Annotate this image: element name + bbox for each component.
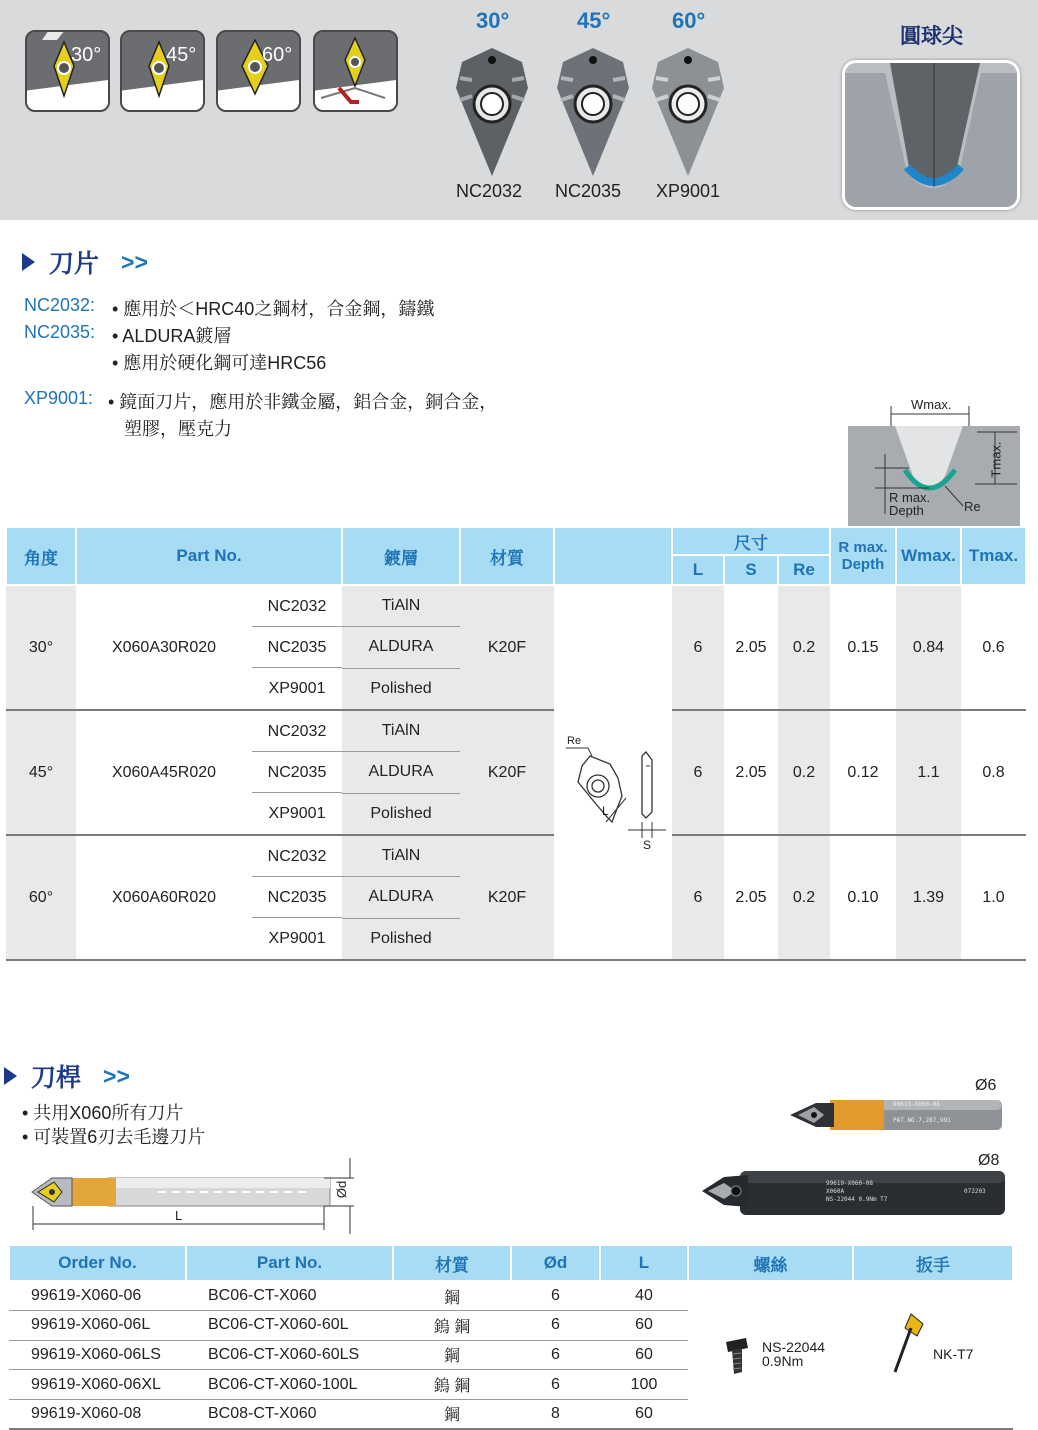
triangle-bullet-icon — [4, 1067, 17, 1085]
holder-d8-mark: X060A — [826, 1188, 845, 1195]
header-material: 材質 — [393, 1245, 511, 1281]
part-no-cell: BC06-CT-X060-100L — [186, 1370, 393, 1400]
order-no-cell: 99619-X060-06 — [9, 1281, 186, 1311]
triangle-bullet-icon — [22, 253, 35, 271]
insert-name-xp9001: XP9001 — [656, 181, 721, 201]
desc-code-nc2035: NC2035: — [24, 322, 96, 342]
grade-cell: NC2035 — [252, 627, 342, 668]
desc-line: • ALDURA鍍層 — [112, 326, 232, 346]
header-part-no: Part No. — [186, 1245, 393, 1281]
holder-d6-mark: 99619-X060-06 — [893, 1101, 940, 1108]
header-s: S — [724, 555, 778, 585]
material-cell: 鋼 — [393, 1399, 511, 1429]
holder-bullet: • 可裝置6刃去毛邊刀片 — [22, 1127, 206, 1147]
mode-tile-label: 60° — [262, 44, 293, 66]
coating-cell: Polished — [342, 668, 460, 710]
od-cell: 8 — [511, 1399, 600, 1429]
part-no-cell — [76, 585, 342, 710]
header-rmax-depth — [830, 527, 896, 585]
material-cell: 鋼 — [393, 1340, 511, 1370]
insert-nc2032-image — [452, 48, 532, 178]
header-size: 尺寸 — [672, 527, 830, 555]
screw-cell — [688, 1281, 853, 1429]
header-l: L — [672, 555, 724, 585]
tmax-cell: 1.0 — [961, 835, 1026, 960]
header-wmax: Wmax. — [896, 527, 961, 585]
grade-cell: NC2035 — [252, 877, 342, 918]
drawing-re-label: Re — [567, 735, 582, 747]
part-no-text: X060A30R020 — [111, 638, 217, 656]
mode-tile-60 — [216, 30, 301, 112]
mode-tile-30 — [25, 30, 110, 112]
ball-tip-title: 圓球尖 — [900, 25, 963, 48]
wrench-name: NK-T7 — [933, 1346, 974, 1362]
part-no-cell — [76, 710, 342, 835]
material-cell: K20F — [460, 710, 554, 835]
screw-torque: 0.9Nm — [762, 1353, 804, 1369]
drawing-s-label: S — [643, 838, 652, 852]
holder-d6-mark: PAT.NO.7,287,991 — [893, 1117, 951, 1124]
angle-cell: 45° — [6, 710, 76, 835]
od-cell: 6 — [511, 1370, 600, 1400]
holder-l-label: L — [175, 1208, 183, 1223]
insert-spec-table — [5, 526, 1027, 961]
desc-code-xp9001: XP9001: — [24, 388, 94, 408]
inserts-title: 刀片 — [49, 250, 100, 278]
part-no-cell: BC08-CT-X060 — [186, 1399, 393, 1429]
mode-tile-label: 45° — [166, 44, 197, 66]
rmax-cell: 0.10 — [830, 835, 896, 960]
insert-angle-45: 45° — [577, 8, 611, 33]
grade-cell: NC2032 — [252, 711, 342, 752]
holder-heading — [4, 1058, 130, 1094]
drawing-l-label: L — [602, 804, 609, 818]
coating-cell: TiAlN — [342, 835, 460, 877]
grade-cell: NC2032 — [252, 586, 342, 627]
l-cell: 100 — [600, 1370, 688, 1400]
wrench-icon — [889, 1312, 925, 1376]
holder-title: 刀桿 — [31, 1064, 82, 1092]
re-cell: 0.2 — [778, 585, 830, 710]
header-od: Ød — [511, 1245, 600, 1281]
holder-d8-image — [700, 1165, 1010, 1225]
wmax-label: Wmax. — [911, 397, 952, 412]
grade-cell: NC2032 — [252, 836, 342, 877]
holder-dimension-drawing — [8, 1154, 358, 1236]
insert-angle-30: 30° — [476, 8, 510, 33]
grade-cell: XP9001 — [268, 805, 326, 822]
coating-cell: ALDURA — [342, 752, 460, 794]
material-cell: 鋼 — [393, 1281, 511, 1311]
insert-name-nc2032: NC2032 — [456, 181, 523, 201]
holder-od-label: Ød — [334, 1180, 350, 1199]
top-banner — [0, 0, 1038, 220]
od-cell: 6 — [511, 1311, 600, 1341]
order-no-cell: 99619-X060-06LS — [9, 1340, 186, 1370]
rmax-label: R max. — [889, 490, 931, 505]
s-cell: 2.05 — [724, 710, 778, 835]
rmax-cell: 0.12 — [830, 710, 896, 835]
coating-cell: ALDURA — [342, 877, 460, 919]
l-cell: 60 — [600, 1340, 688, 1370]
coating-cell: TiAlN — [342, 585, 460, 627]
grade-cell: XP9001 — [268, 680, 326, 697]
rmax-cell: 0.15 — [830, 585, 896, 710]
header-angle: 角度 — [6, 527, 76, 585]
part-no-cell: BC06-CT-X060-60L — [186, 1311, 393, 1341]
angle-cell: 60° — [6, 835, 76, 960]
header-tmax: Tmax. — [961, 527, 1026, 585]
holder-d8-mark: 99619-X060-08 — [826, 1180, 873, 1187]
re-label: Re — [964, 499, 981, 514]
desc-line: • 鏡面刀片，應用於非鐵金屬，鋁合金，銅合金， — [108, 392, 498, 412]
tmax-cell: 0.6 — [961, 585, 1026, 710]
material-cell: 鎢 鋼 — [393, 1370, 511, 1400]
holder-d8-mark: NS-22044 0.9Nm T7 — [826, 1196, 888, 1203]
header-material: 材質 — [460, 527, 554, 585]
holder-d8-label: Ø8 — [978, 1152, 1000, 1169]
header-coating: 鍍層 — [342, 527, 460, 585]
od-cell: 6 — [511, 1281, 600, 1311]
material-cell: K20F — [460, 585, 554, 710]
header-screw: 螺絲 — [688, 1245, 853, 1281]
s-cell: 2.05 — [724, 835, 778, 960]
table-row — [6, 585, 1026, 627]
tmax-cell: 0.8 — [961, 710, 1026, 835]
wmax-cell: 1.1 — [896, 710, 961, 835]
header-part-no: Part No. — [76, 527, 342, 585]
header-re: Re — [778, 555, 830, 585]
part-no-cell: BC06-CT-X060 — [186, 1281, 393, 1311]
desc-line: • 應用於硬化鋼可達HRC56 — [112, 353, 327, 373]
header-order-no: Order No. — [9, 1245, 186, 1281]
coating-cell: TiAlN — [342, 710, 460, 752]
order-no-cell: 99619-X060-06XL — [9, 1370, 186, 1400]
wrench-cell — [853, 1281, 1013, 1429]
holder-bullet: • 共用X060所有刀片 — [22, 1103, 184, 1123]
material-cell: K20F — [460, 835, 554, 960]
table-row — [6, 710, 1026, 752]
angle-cell: 30° — [6, 585, 76, 710]
insert-name-nc2035: NC2035 — [555, 181, 622, 201]
l-cell: 6 — [672, 710, 724, 835]
header-rmax: R max. — [838, 539, 888, 556]
l-cell: 6 — [672, 835, 724, 960]
od-cell: 6 — [511, 1340, 600, 1370]
desc-line: 塑膠，壓克力 — [124, 419, 232, 439]
wmax-cell: 0.84 — [896, 585, 961, 710]
wmax-cell: 1.39 — [896, 835, 961, 960]
s-cell: 2.05 — [724, 585, 778, 710]
desc-line: • 應用於＜HRC40之鋼材，合金鋼，鑄鐵 — [112, 299, 435, 319]
coating-cell: ALDURA — [342, 627, 460, 669]
coating-cell: Polished — [342, 918, 460, 960]
coating-cell: Polished — [342, 793, 460, 835]
holder-spec-table — [8, 1244, 1014, 1430]
mode-tile-45 — [120, 30, 205, 112]
re-cell: 0.2 — [778, 710, 830, 835]
table-row — [9, 1281, 1013, 1311]
grade-cell: XP9001 — [268, 930, 326, 947]
insert-drawing-cell — [554, 585, 672, 960]
insert-angle-60: 60° — [672, 8, 706, 33]
l-cell: 40 — [600, 1281, 688, 1311]
l-cell: 60 — [600, 1399, 688, 1429]
header-l: L — [600, 1245, 688, 1281]
screw-icon — [722, 1336, 752, 1376]
insert-nc2035-image — [553, 48, 633, 178]
insert-xp9001-image — [648, 48, 728, 178]
inserts-heading — [22, 244, 148, 280]
grade-cell: NC2035 — [252, 752, 342, 793]
deburring-edge-icon — [315, 32, 398, 112]
l-cell: 6 — [672, 585, 724, 710]
re-cell: 0.2 — [778, 835, 830, 960]
part-no-cell: BC06-CT-X060-60LS — [186, 1340, 393, 1370]
order-no-cell: 99619-X060-06L — [9, 1311, 186, 1341]
table-row — [6, 835, 1026, 877]
holder-arrows: >> — [103, 1062, 130, 1089]
holder-d8-mark: 072203 — [964, 1188, 986, 1195]
order-no-cell: 99619-X060-08 — [9, 1399, 186, 1429]
inserts-arrows: >> — [121, 248, 148, 275]
part-no-cell — [76, 835, 342, 960]
part-no-text: X060A60R020 — [111, 888, 217, 906]
header-depth: Depth — [841, 556, 885, 573]
part-no-text: X060A45R020 — [111, 763, 217, 781]
header-wrench: 扳手 — [853, 1245, 1013, 1281]
desc-code-nc2032: NC2032: — [24, 295, 96, 315]
header-drawing — [554, 527, 672, 585]
mode-tile-deburr — [313, 30, 398, 112]
ball-tip-image — [842, 60, 1020, 210]
tmax-label: Tmax. — [988, 441, 1004, 478]
screw-name: NS-22044 — [762, 1339, 826, 1355]
mode-tile-label: 30° — [71, 44, 102, 66]
depth-label: Depth — [889, 503, 924, 518]
l-cell: 60 — [600, 1311, 688, 1341]
holder-d6-label: Ø6 — [975, 1077, 997, 1094]
material-cell: 鎢 鋼 — [393, 1311, 511, 1341]
